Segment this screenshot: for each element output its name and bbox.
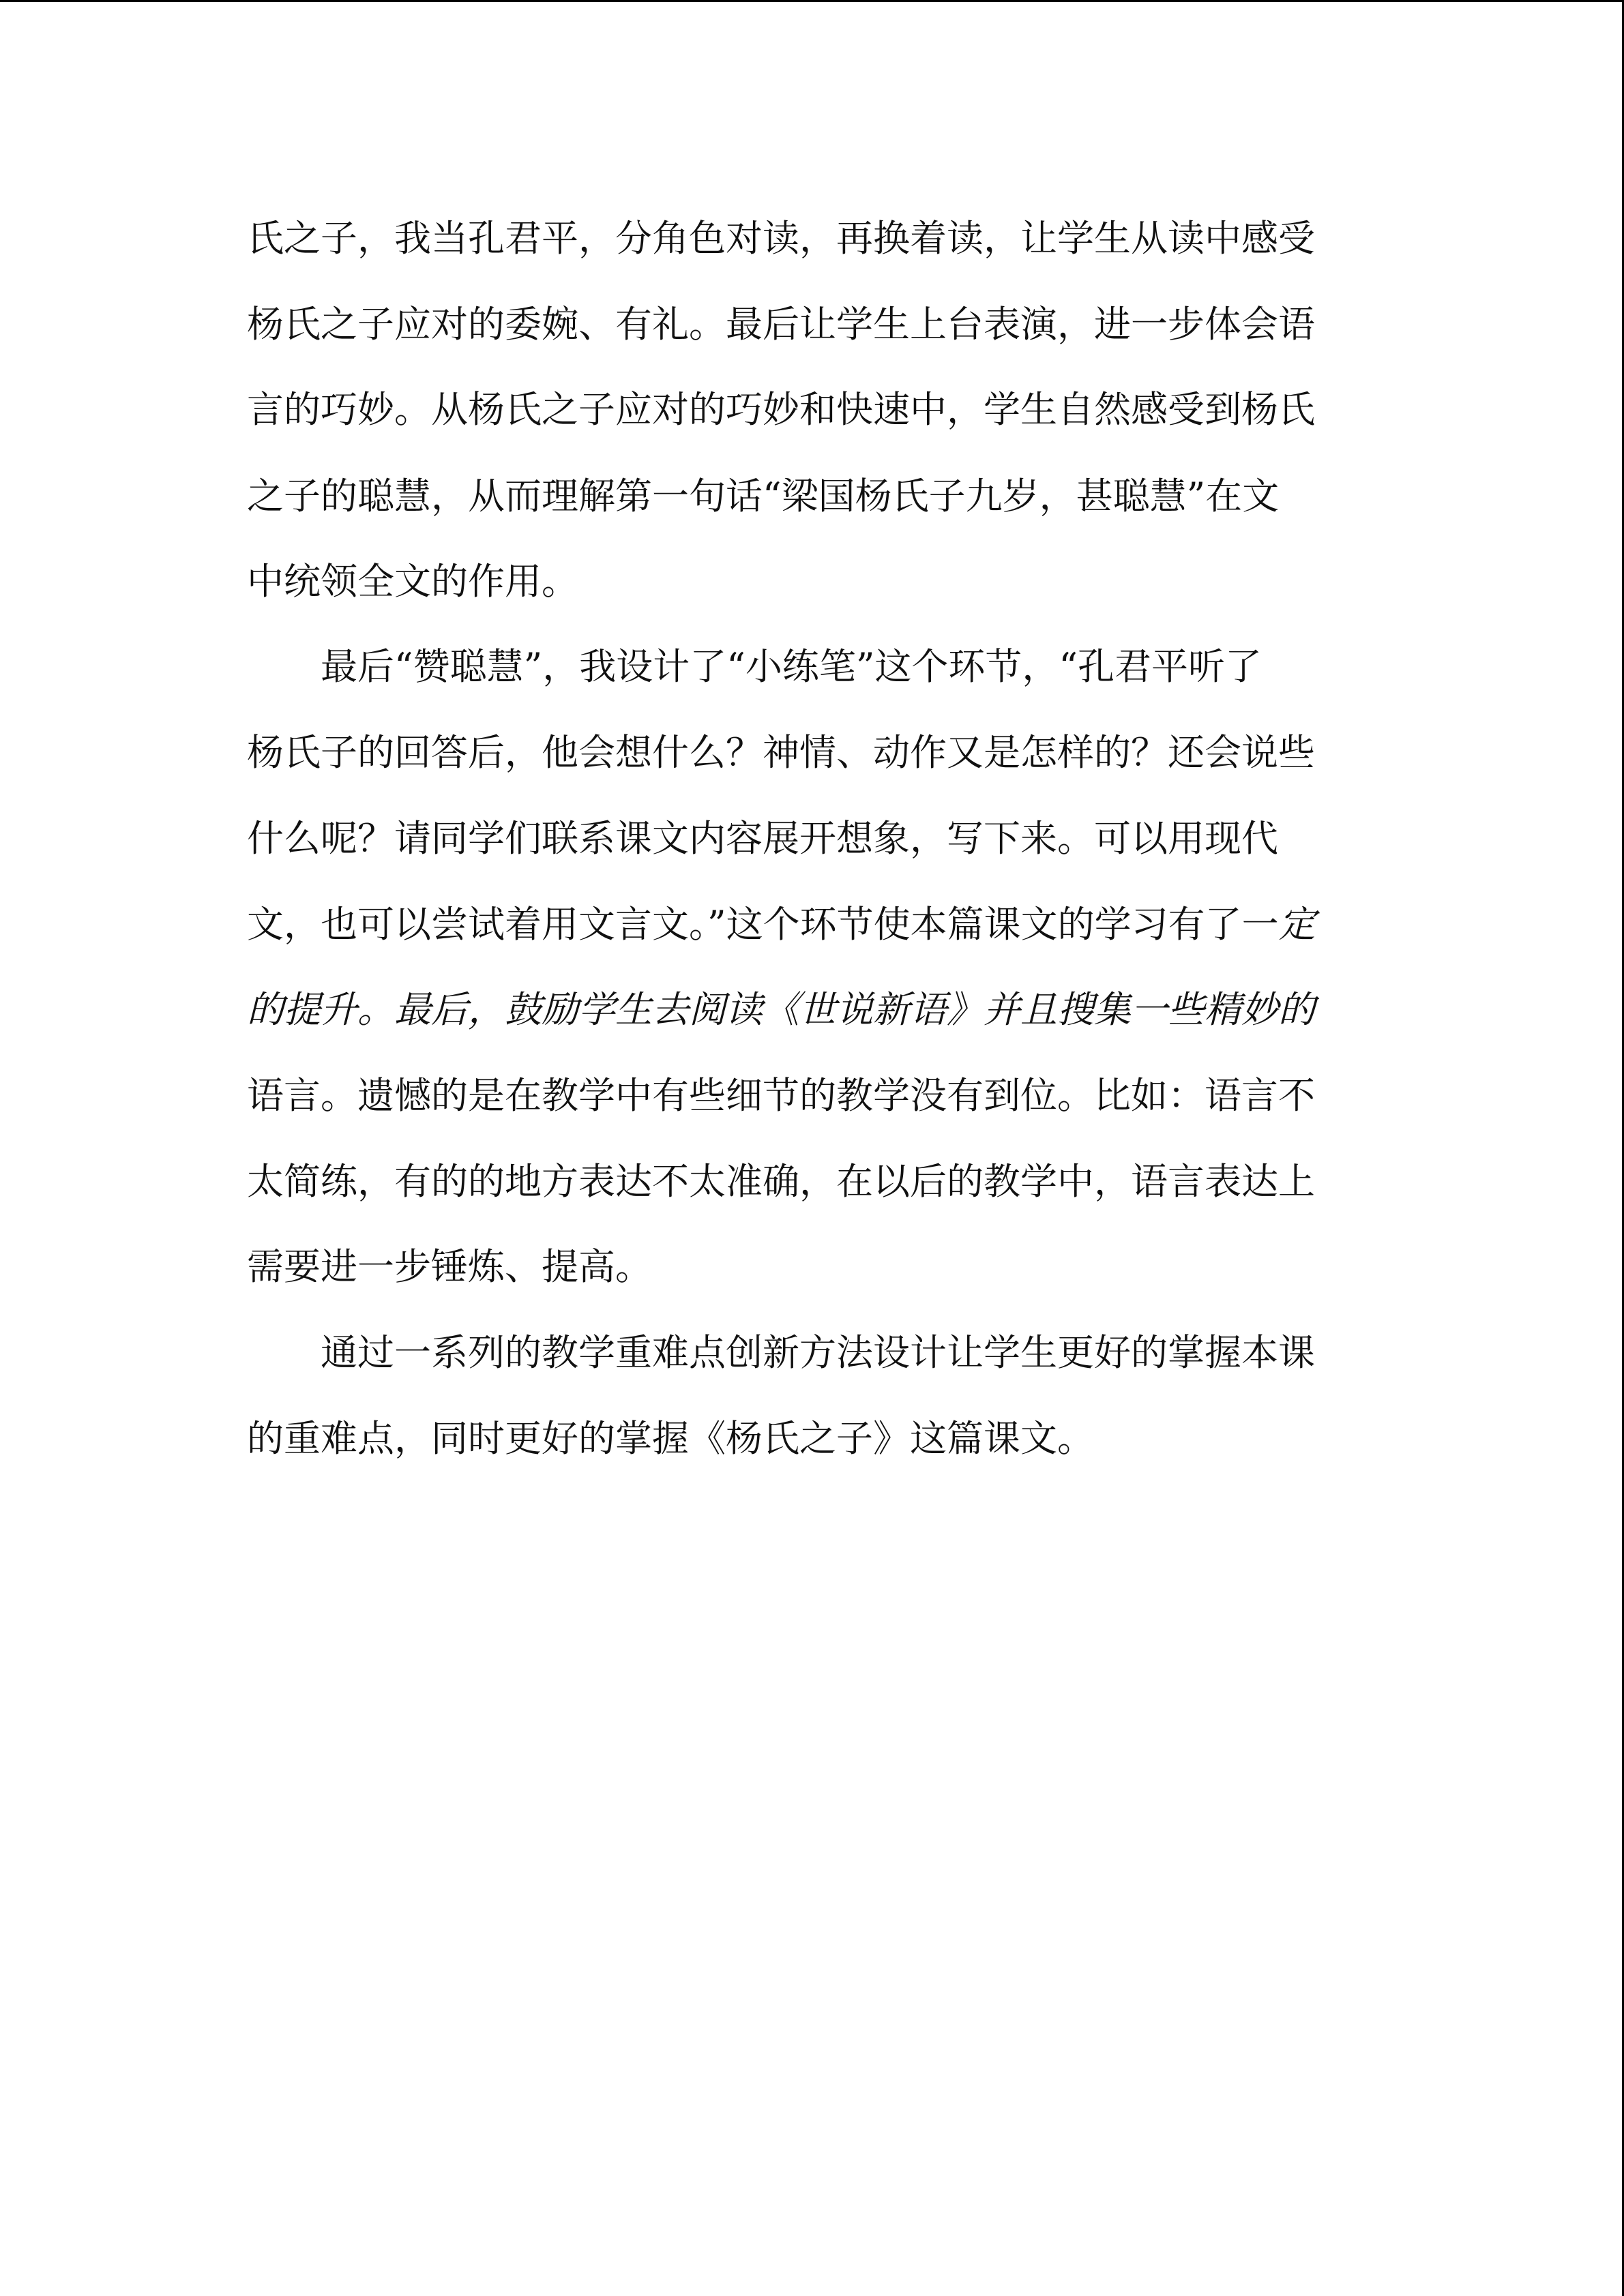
text-line-12: 太简练，有的的地方表达不太准确，在以后的教学中，语言表达上 bbox=[247, 1160, 1315, 1203]
text-line-9 bbox=[247, 901, 1316, 949]
text-line-8: 什么呢？请同学们联系课文内容展开想象，写下来。可以用现代 bbox=[247, 817, 1278, 860]
text-line-15: 的重难点，同时更好的掌握《杨氏之子》这篇课文。 bbox=[247, 1417, 1094, 1460]
text-line-11: 语言。遗憾的是在教学中有些细节的教学没有到位。比如：语言不 bbox=[247, 1074, 1315, 1117]
text-line-4: 之子的聪慧，从而理解第一句话“梁国杨氏子九岁，甚聪慧”在文 bbox=[247, 475, 1280, 518]
text-line-13: 需要进一步锤炼、提高。 bbox=[247, 1245, 652, 1288]
text-line-10: 的提升。最后，鼓励学生去阅读《世说新语》并且搜集一些精妙的 bbox=[247, 988, 1315, 1031]
text-line-9-italic: 定 bbox=[1278, 903, 1316, 946]
text-line-5: 中统领全文的作用。 bbox=[247, 560, 578, 603]
text-line-9-main: 文，也可以尝试着用文言文。”这个环节使本篇课文的学习有了一 bbox=[247, 903, 1279, 946]
text-line-3: 言的巧妙。从杨氏之子应对的巧妙和快速中，学生自然感受到杨氏 bbox=[247, 388, 1315, 431]
text-line-1: 氏之子，我当孔君平，分角色对读，再换着读，让学生从读中感受 bbox=[247, 217, 1315, 260]
text-line-14: 通过一系列的教学重难点创新方法设计让学生更好的掌握本课 bbox=[321, 1331, 1315, 1374]
text-line-7: 杨氏子的回答后，他会想什么？神情、动作又是怎样的？还会说些 bbox=[247, 731, 1315, 774]
text-line-2: 杨氏之子应对的委婉、有礼。最后让学生上台表演，进一步体会语 bbox=[247, 303, 1315, 346]
text-line-6: 最后“赞聪慧”，我设计了“小练笔”这个环节，“孔君平听了 bbox=[321, 645, 1263, 688]
